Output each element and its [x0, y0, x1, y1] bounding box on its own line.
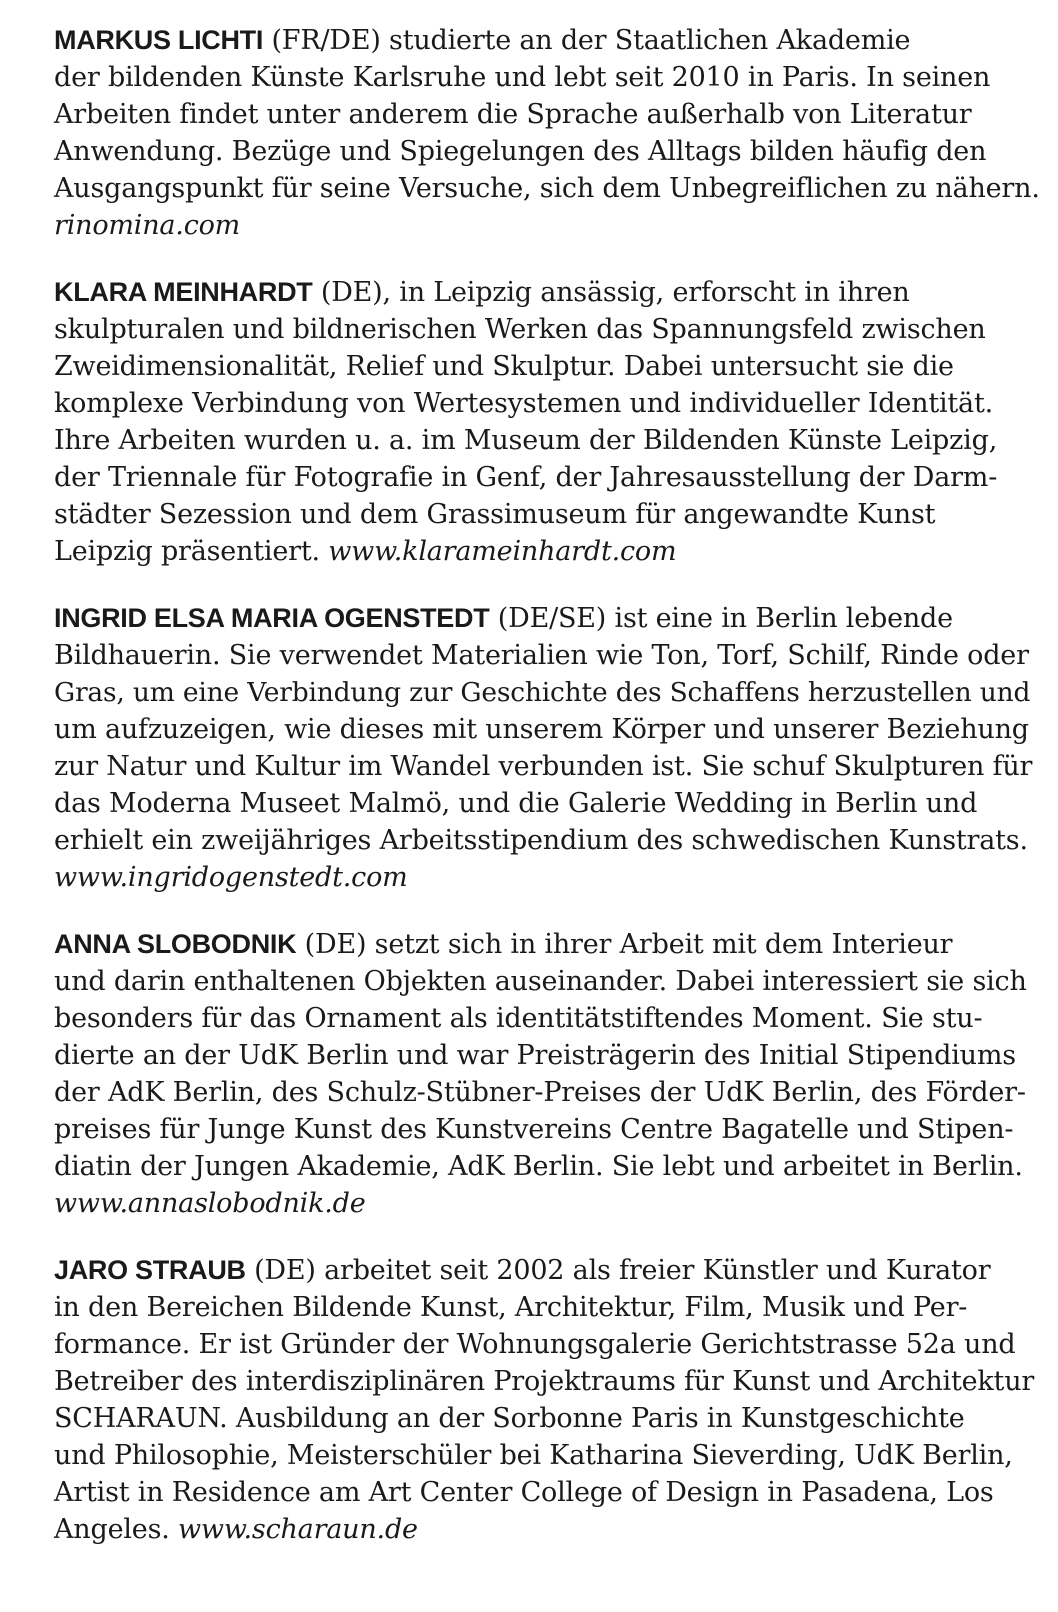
bio-text: Angeles.	[54, 1514, 178, 1545]
bio-first-line	[54, 926, 1044, 963]
bio-text: SCHARAUN. Ausbildung an der Sorbonne Paris in Kunstgeschichte	[54, 1403, 965, 1434]
bio-markus-lichti	[54, 22, 1044, 244]
website-link[interactable]: www.annaslobodnik.de	[54, 1188, 366, 1219]
artist-name: KLARA MEINHARDT	[54, 277, 313, 307]
bio-text: skulpturalen und bildnerischen Werken das Spannungsfeld zwischen	[54, 314, 986, 345]
bio-text: (FR/DE) studierte an der Staatlichen Akademie	[263, 25, 911, 56]
bio-text: (DE) setzt sich in ihrer Arbeit mit dem Interieur	[296, 929, 953, 960]
bio-first-line	[54, 274, 1044, 311]
bio-text: (DE) arbeitet seit 2002 als freier Künstler und Kurator	[245, 1255, 991, 1286]
bio-text: und darin enthaltenen Objekten auseinander. Dabei interessiert sie sich	[54, 966, 1027, 997]
bio-text: diatin der Jungen Akademie, AdK Berlin. Sie lebt und arbeitet in Berlin.	[54, 1151, 1023, 1182]
website-link[interactable]: www.klarameinhardt.com	[328, 536, 677, 567]
bio-last-line	[54, 1511, 1044, 1548]
bio-text: dierte an der UdK Berlin und war Preisträgerin des Initial Stipendiums	[54, 1040, 1016, 1071]
bio-text: erhielt ein zweijähriges Arbeitsstipendium des schwedischen Kunstrats.	[54, 825, 1028, 856]
website-link[interactable]: www.scharaun.de	[178, 1514, 418, 1545]
bio-text: in den Bereichen Bildende Kunst, Architektur, Film, Musik und Per-	[54, 1292, 968, 1323]
bio-text: Leipzig präsentiert.	[54, 536, 329, 567]
artist-name: MARKUS LICHTI	[54, 25, 264, 55]
bio-first-line	[54, 600, 1044, 637]
website-link[interactable]: www.ingridogenstedt.com	[54, 862, 408, 893]
bio-text: Ihre Arbeiten wurden u. a. im Museum der Bildenden Künste Leipzig,	[54, 425, 998, 456]
bio-text: Zweidimensionalität, Relief und Skulptur. Dabei untersucht sie die	[54, 351, 954, 382]
bio-text: Betreiber des interdisziplinären Projektraums für Kunst und Architektur	[54, 1366, 1035, 1397]
bio-text: Artist in Residence am Art Center College of Design in Pasadena, Los	[54, 1477, 994, 1508]
artist-name: INGRID ELSA MARIA OGENSTEDT	[54, 603, 490, 633]
artist-name: JARO STRAUB	[54, 1255, 246, 1285]
bio-last-line	[54, 859, 1044, 896]
bio-list	[54, 22, 1044, 1578]
bio-text: der AdK Berlin, des Schulz-Stübner-Preises der UdK Berlin, des Förder-	[54, 1077, 1026, 1108]
bio-text: Gras, um eine Verbindung zur Geschichte des Schaffens herzustellen und	[54, 677, 1031, 708]
bio-text: formance. Er ist Gründer der Wohnungsgalerie Gerichtstrasse 52a und	[54, 1329, 1016, 1360]
bio-text: der bildenden Künste Karlsruhe und lebt seit 2010 in Paris. In seinen	[54, 62, 991, 93]
bio-text: das Moderna Museet Malmö, und die Galerie Wedding in Berlin und	[54, 788, 978, 819]
bio-text: zur Natur und Kultur im Wandel verbunden ist. Sie schuf Skulpturen für	[54, 751, 1033, 782]
bio-text: städter Sezession und dem Grassimuseum für angewandte Kunst	[54, 499, 936, 530]
website-link[interactable]: rinomina.com	[54, 210, 241, 241]
bio-text: Arbeiten findet unter anderem die Sprache außerhalb von Literatur	[54, 99, 972, 130]
bio-text: besonders für das Ornament als identitätstiftendes Moment. Sie stu-	[54, 1003, 983, 1034]
bio-text: preises für Junge Kunst des Kunstvereins Centre Bagatelle und Stipen-	[54, 1114, 1014, 1145]
bio-text: und Philosophie, Meisterschüler bei Katharina Sieverding, UdK Berlin,	[54, 1440, 1013, 1471]
bio-anna-slobodnik	[54, 926, 1044, 1222]
bio-text: komplexe Verbindung von Wertesystemen und individueller Identität.	[54, 388, 993, 419]
bio-text: (DE/SE) ist eine in Berlin lebende	[489, 603, 953, 634]
bio-last-line	[54, 533, 1044, 570]
bio-last-line	[54, 207, 1044, 244]
bio-text: Ausgangspunkt für seine Versuche, sich dem Unbegreiflichen zu nähern.	[54, 173, 1040, 204]
artist-name: ANNA SLOBODNIK	[54, 929, 297, 959]
bio-klara-meinhardt	[54, 274, 1044, 570]
bio-first-line	[54, 1252, 1044, 1289]
bio-ingrid-ogenstedt	[54, 600, 1044, 896]
bio-jaro-straub	[54, 1252, 1044, 1548]
bio-first-line	[54, 22, 1044, 59]
bio-last-line	[54, 1185, 1044, 1222]
bio-text: (DE), in Leipzig ansässig, erforscht in ihren	[312, 277, 910, 308]
bio-text: der Triennale für Fotografie in Genf, der Jahresausstellung der Darm-	[54, 462, 998, 493]
bio-text: Anwendung. Bezüge und Spiegelungen des Alltags bilden häufig den	[54, 136, 987, 167]
bio-text: Bildhauerin. Sie verwendet Materialien wie Ton, Torf, Schilf, Rinde oder	[54, 640, 1029, 671]
bio-text: um aufzuzeigen, wie dieses mit unserem Körper und unserer Beziehung	[54, 714, 1029, 745]
